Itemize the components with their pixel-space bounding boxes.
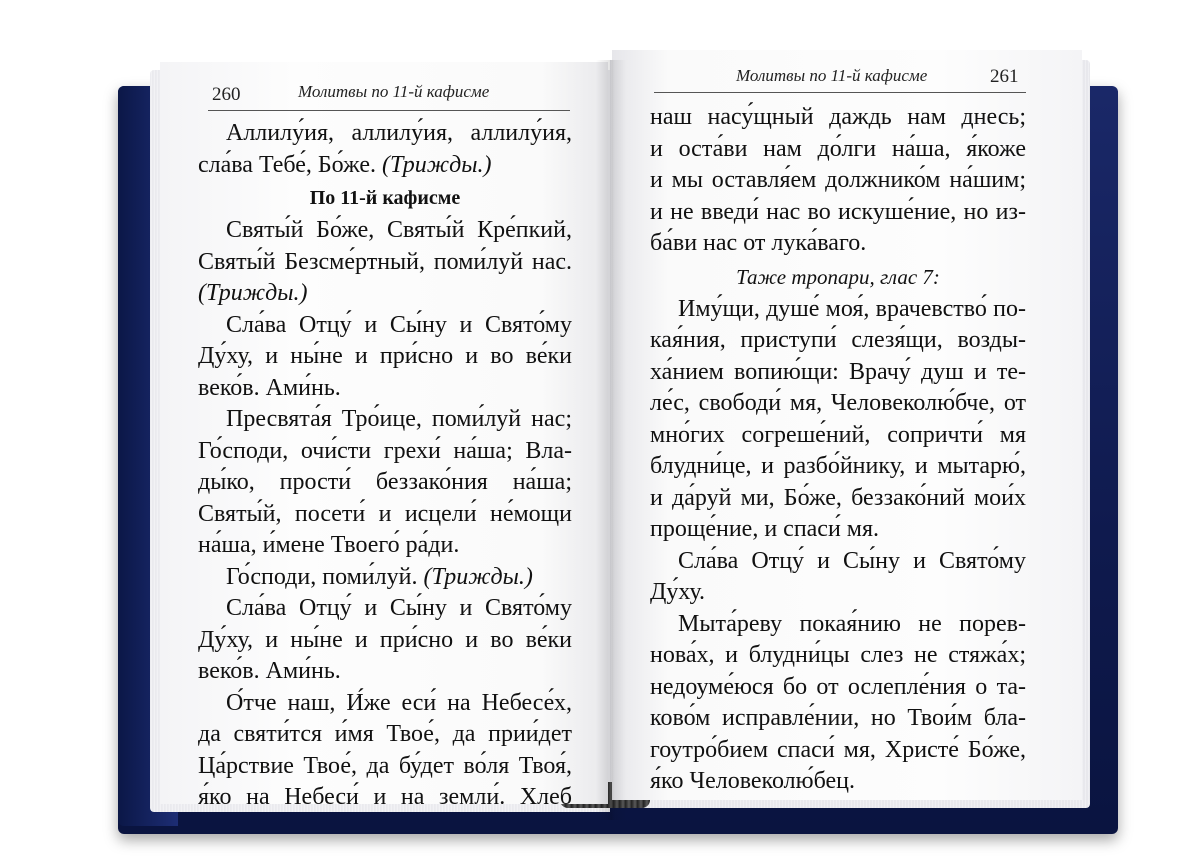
- rubric-text: (Трижды.): [198, 280, 308, 306]
- text-line: на́ша, и́мене Твоего́ ра́ди.: [198, 532, 460, 558]
- text-line: гоутро́бием спаси́ мя, Христе́ Бо́же,: [650, 736, 1026, 763]
- text-line: я́ко на Небеси́ и на земли́. Хлеб: [198, 784, 572, 804]
- text-line: Мыта́реву покая́нию не порев-: [678, 610, 1026, 637]
- text-line: ково́м исправле́нии, но Твои́м бла-: [650, 705, 1026, 731]
- text-line: Ца́рствие Твое́, да бу́дет во́ля Твоя́,: [198, 752, 572, 779]
- text-line: Ду́ху, и ны́не и при́сно и во ве́ки: [198, 343, 572, 369]
- text-line: ха́нием вопию́щи: Врачу́ душ и те-: [650, 358, 1026, 385]
- text-line: кая́ния, приступи́ слезя́щи, возды-: [650, 327, 1026, 353]
- rubric-text: (Трижды.): [382, 151, 492, 178]
- right-page-text: [650, 102, 1026, 798]
- text-line: и не введи́ нас во искуше́ние, но из-: [650, 198, 1026, 225]
- text-line: [198, 150, 572, 182]
- left-page-text: [198, 118, 572, 804]
- section-heading: По 11-й кафисме: [309, 187, 461, 209]
- left-page-number: 260: [212, 84, 241, 105]
- text-line: и оста́ви нам до́лги на́ша, я́коже: [650, 135, 1026, 162]
- text-line: Святы́й Безсме́ртный, поми́луй нас.: [198, 248, 572, 275]
- text-line: Святы́й Бо́же, Святы́й Кре́пкий,: [226, 217, 572, 243]
- text-line: блудни́це, и разбо́йнику, и мытарю́,: [650, 453, 1026, 479]
- text-line: Святы́й, посети́ и исцели́ не́мощи: [198, 500, 572, 527]
- text-line: Иму́щи, душе́ моя́, врачевство́ по-: [678, 295, 1026, 322]
- text-line: наш насу́щный даждь нам днесь;: [650, 104, 1026, 130]
- section-subheading: Таже тропари, глас 7:: [736, 264, 940, 289]
- rubric-text: (Трижды.): [423, 563, 533, 590]
- text-line: Го́споди, очи́сти грехи́ на́ша; Вла-: [198, 437, 572, 464]
- text-line: Сла́ва Отцу́ и Сы́ну и Свято́му: [678, 547, 1026, 574]
- text-line: недоуме́юся бо от ослепле́ния о та-: [650, 673, 1026, 700]
- right-header-rule: [654, 92, 1026, 93]
- text-line: [198, 278, 572, 310]
- text-line: ды́ко, прости́ беззако́ния на́ша;: [198, 469, 572, 495]
- text-line: и мы оставля́ем должнико́м на́шим;: [650, 167, 1026, 193]
- text-line: ба́ви нас от лука́ваго.: [650, 230, 867, 256]
- text-line: Сла́ва Отцу́ и Сы́ну и Свято́му: [226, 311, 572, 338]
- text-line: я́ко Человеколю́бец.: [650, 768, 855, 794]
- left-header-rule: [208, 110, 570, 111]
- text-line: Ду́ху, и ны́не и при́сно и во ве́ки: [198, 626, 572, 653]
- text-line: нова́х, и блудни́цы слез не стяжа́х;: [650, 642, 1026, 668]
- text-line: ле́с, свободи́ мя, Человеколю́бче, от: [650, 390, 1026, 416]
- text-line: Сла́ва Отцу́ и Сы́ну и Свято́му: [226, 595, 572, 621]
- left-page: [160, 62, 608, 804]
- text-line: О́тче наш, И́же еси́ на Небесе́х,: [226, 689, 572, 716]
- text-line: проще́ние, и спаси́ мя.: [650, 516, 880, 542]
- text-line: и да́руй ми, Бо́же, беззако́ний мои́х: [650, 484, 1026, 511]
- text-line: мно́гих согреше́ний, сопричти́ мя: [650, 421, 1026, 448]
- text-line: Аллилу́ия, аллилу́ия, аллилу́ия,: [226, 120, 572, 146]
- prayer-text: сла́ва Тебе́, Бо́же.: [198, 151, 382, 178]
- right-page: [612, 50, 1082, 800]
- left-running-title: Молитвы по 11-й кафисме: [298, 82, 490, 101]
- text-line: веко́в. Ами́нь.: [198, 374, 341, 401]
- text-line: веко́в. Ами́нь.: [198, 658, 341, 684]
- text-line: [198, 562, 572, 594]
- right-running-title: Молитвы по 11-й кафисме: [736, 66, 928, 85]
- right-page-number: 261: [990, 66, 1019, 87]
- text-line: Ду́ху.: [650, 579, 706, 605]
- text-line: да святи́тся и́мя Твое́, да прии́дет: [198, 721, 572, 747]
- text-line: Пресвята́я Тро́ице, поми́луй нас;: [226, 406, 572, 432]
- prayer-text: Го́споди, поми́луй.: [226, 563, 424, 590]
